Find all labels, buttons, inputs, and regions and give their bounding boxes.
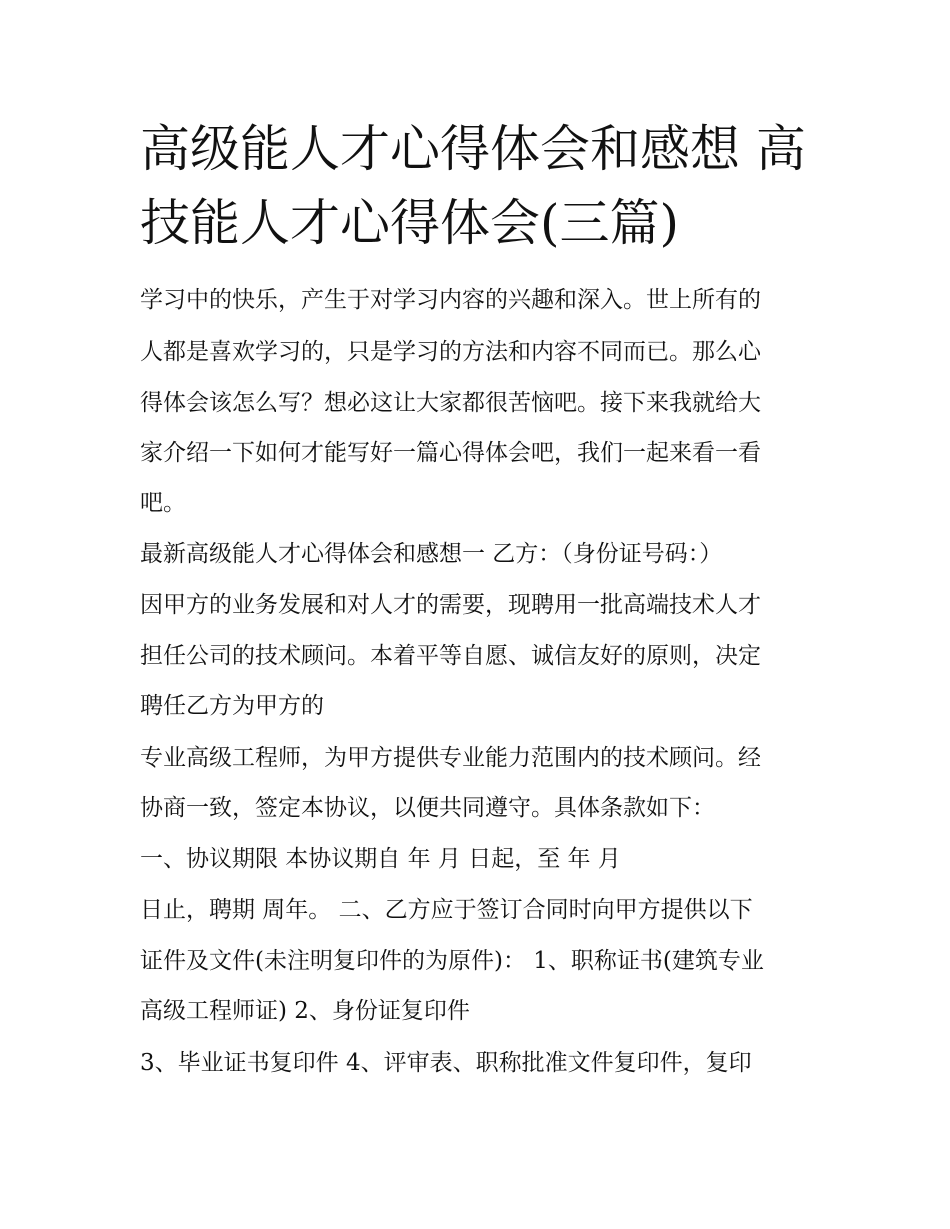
body-line: 家介绍一下如何才能写好一篇心得体会吧，我们一起来看一看 [140, 440, 761, 466]
body-line: 担任公司的技术顾问。本着平等自愿、诚信友好的原则，决定 [140, 643, 761, 669]
body-line: 因甲方的业务发展和对人才的需要，现聘用一批高端技术人才 [140, 592, 761, 618]
body-line: 人都是喜欢学习的，只是学习的方法和内容不同而已。那么心 [140, 339, 761, 365]
body-line: 证件及文件(未注明复印件的为原件)： 1、职称证书(建筑专业 [140, 948, 764, 974]
body-line: 3、毕业证书复印件 4、评审表、职称批准文件复印件，复印 [140, 1050, 752, 1076]
body-line: 吧。 [140, 490, 186, 516]
document-title-line-1: 高级能人才心得体会和感想 高 [140, 120, 806, 178]
body-line: 聘任乙方为甲方的 [140, 693, 324, 719]
body-line: 一、协议期限 本协议期自 年 月 日起，至 年 月 [140, 846, 621, 872]
body-line: 协商一致，签定本协议，以便共同遵守。具体条款如下： [140, 795, 715, 821]
body-line: 学习中的快乐，产生于对学习内容的兴趣和深入。世上所有的 [140, 287, 761, 313]
body-line: 最新高级能人才心得体会和感想一 乙方：（身份证号码：） [140, 541, 723, 567]
body-line: 日止，聘期 周年。 二、乙方应于签订合同时向甲方提供以下 [140, 897, 753, 923]
document-title-line-2: 技能人才心得体会(三篇) [140, 194, 680, 252]
body-line: 得体会该怎么写？想必这让大家都很苦恼吧。接下来我就给大 [140, 390, 761, 416]
body-line: 高级工程师证) 2、身份证复印件 [140, 998, 470, 1024]
body-line: 专业高级工程师，为甲方提供专业能力范围内的技术顾问。经 [140, 745, 761, 771]
